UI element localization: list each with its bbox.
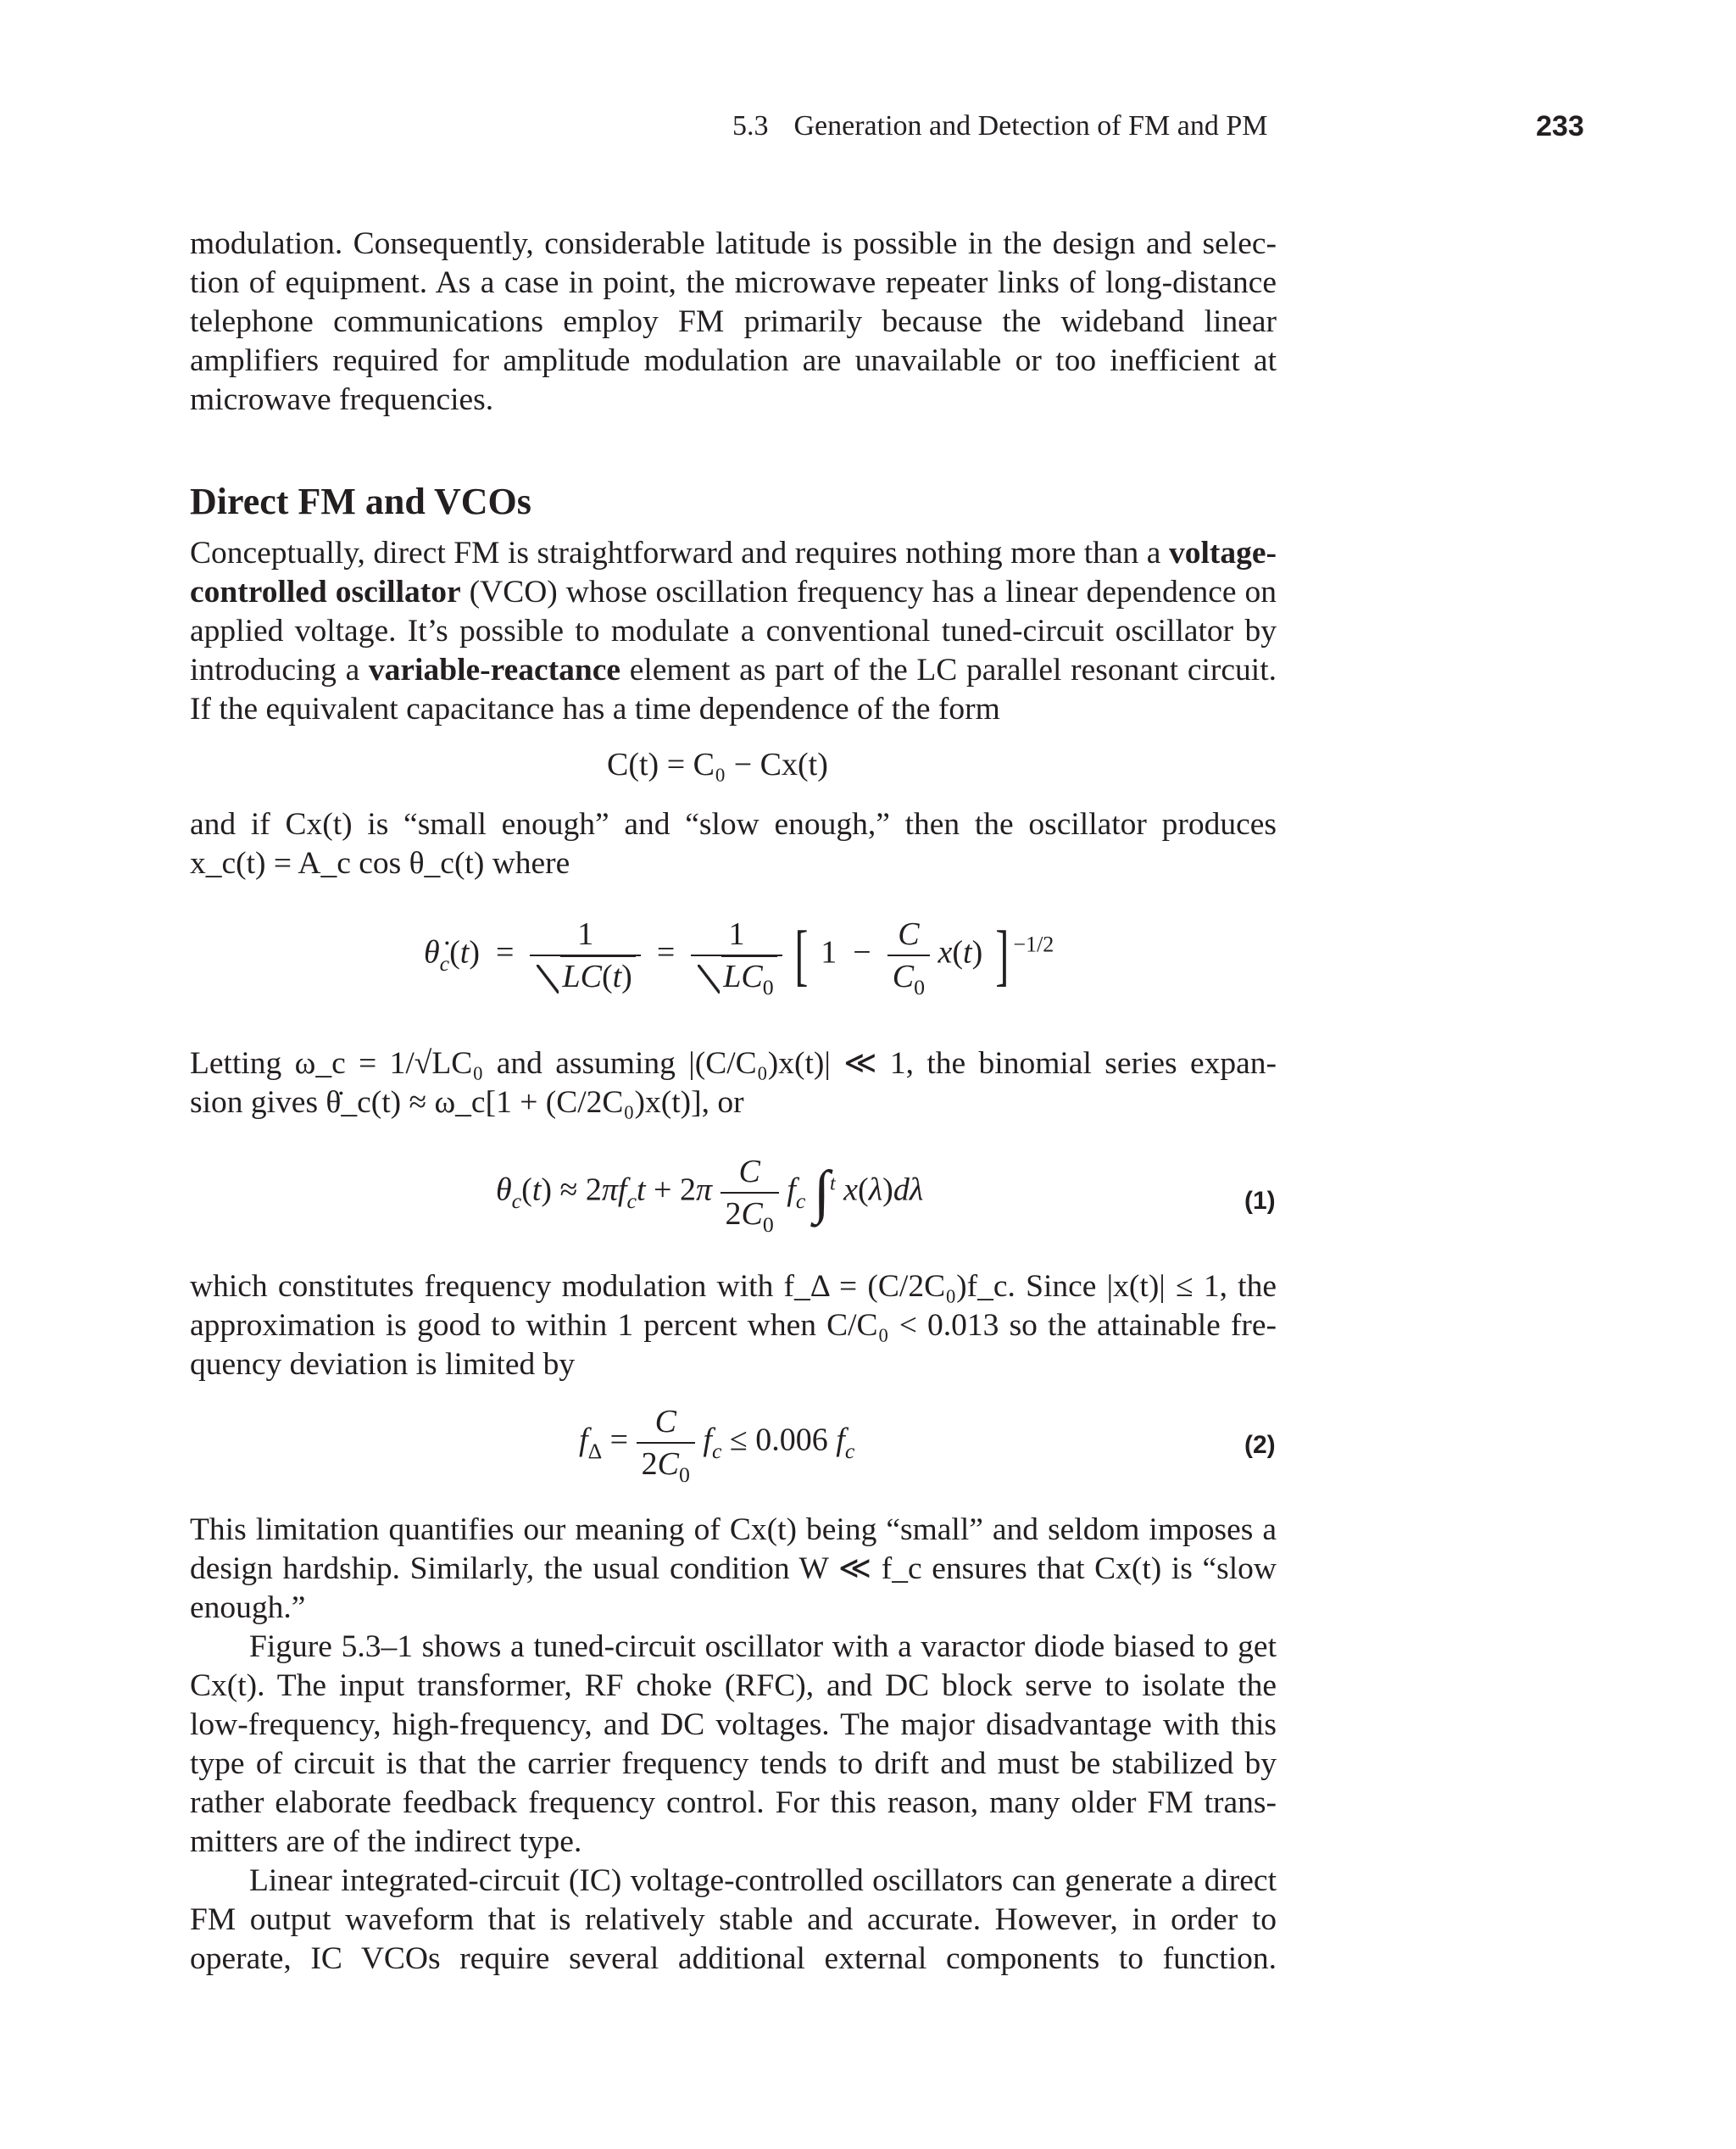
text-line: sion gives θ̇_c(t) ≈ ω_c[1 + (C/2C₀)x(t)], or [190,1085,744,1120]
text-line: modulation. Consequently, considerable latitude is possible in the design and selec- [190,226,1277,261]
text-span: element as part of the LC parallel resonant circuit. [620,653,1277,688]
equation-phase-derivative: $\thetȧ_c(t)$ = $\frac{1}{LC(t)}$ = $\frac{1}{LC_0}$ [ 1 − $\frac{C}{C_0}$ x(t) ] $^{-1/2}$ [424,916,1054,1000]
text-line: low-frequency, high-frequency, and DC voltages. The major disadvantage with this [190,1707,1277,1742]
text-line: rather elaborate feedback frequency control. For this reason, many older FM trans- [190,1785,1277,1820]
text-line: applied voltage. It’s possible to modulate a conventional tuned-circuit oscillator by [190,614,1277,649]
section-title: Generation and Detection of FM and PM [793,110,1268,142]
equation-1: $\theta_c(t) \approx 2\pi f_ct + 2\pi$ $\frac{C}{2C_0}$ $f_c$ ∫$^t$ x(λ)dλ [496,1154,924,1238]
text-line: quency deviation is limited by [190,1347,576,1382]
text-line [190,534,1277,573]
page-number: 233 [1536,110,1584,142]
text-line: operate, IC VCOs require several additional external components to function. [190,1941,1277,1976]
bold-term: variable-reactance [368,653,621,688]
section-number: 5.3 [732,110,769,142]
text-line: telephone communications employ FM primarily because the wideband linear [190,304,1277,339]
text-span: introducing a [190,653,369,688]
section-reference [732,110,1268,142]
text-line: Linear integrated-circuit (IC) voltage-controlled oscillators can generate a direct [249,1863,1277,1898]
equation-2: $f_\Delta$ = $\frac{C}{2C_0}$ $f_c \le 0.006$ $f_c$ [579,1404,855,1488]
text-line: tion of equipment. As a case in point, the microwave repeater links of long-distance [190,265,1277,300]
paragraph-intro [190,225,1277,420]
section-heading: Direct FM and VCOs [190,481,531,522]
paragraph-oscillator [190,805,1277,883]
text-span: (VCO) whose oscillation frequency has a linear dependence on [460,575,1277,610]
paragraph-deviation [190,1267,1277,1384]
text-line: which constitutes frequency modulation with f_Δ = (C/2C₀)f_c. Since |x(t)| ≤ 1, the [190,1269,1277,1304]
bold-term: controlled oscillator [190,575,461,610]
text-line: If the equivalent capacitance has a time dependence of the form [190,692,1000,727]
equation-number: (1) [1244,1187,1276,1215]
text-line [190,651,1277,690]
equation-number: (2) [1244,1431,1276,1459]
equation-capacitance: C(t) = C₀ − Cx(t) [607,747,828,782]
paragraph-limitation [190,1511,1277,1979]
text-line: type of circuit is that the carrier frequency tends to drift and must be stabilized by [190,1746,1277,1781]
text-span: Conceptually, direct FM is straightforward and requires nothing more than a [190,536,1169,571]
paragraph-direct-fm [190,534,1277,729]
text-line: Figure 5.3–1 shows a tuned-circuit oscillator with a varactor diode biased to get [249,1629,1277,1664]
text-line [190,573,1277,612]
text-line: FM output waveform that is relatively stable and accurate. However, in order to [190,1902,1277,1937]
text-line: amplifiers required for amplitude modulation are unavailable or too inefficient at [190,343,1277,378]
text-line: microwave frequencies. [190,382,494,417]
text-line: design hardship. Similarly, the usual condition W ≪ f_c ensures that Cx(t) is “slow [190,1551,1277,1586]
text-line: approximation is good to within 1 percent when C/C₀ < 0.013 so the attainable fre- [190,1308,1277,1343]
text-line: Letting ω_c = 1/√LC₀ and assuming |(C/C₀)x(t)| ≪ 1, the binomial series expan- [190,1046,1277,1081]
text-line: and if Cx(t) is “small enough” and “slow enough,” then the oscillator produces [190,807,1277,842]
text-line: x_c(t) = A_c cos θ_c(t) where [190,846,570,881]
text-line: enough.” [190,1590,306,1625]
running-header [0,110,1736,153]
text-line: This limitation quantifies our meaning of Cx(t) being “small” and seldom imposes a [190,1512,1277,1547]
text-line: mitters are of the indirect type. [190,1824,582,1859]
text-line: Cx(t). The input transformer, RF choke (RFC), and DC block serve to isolate the [190,1668,1277,1703]
bold-term: voltage- [1168,536,1277,571]
paragraph-binomial [190,1044,1277,1122]
